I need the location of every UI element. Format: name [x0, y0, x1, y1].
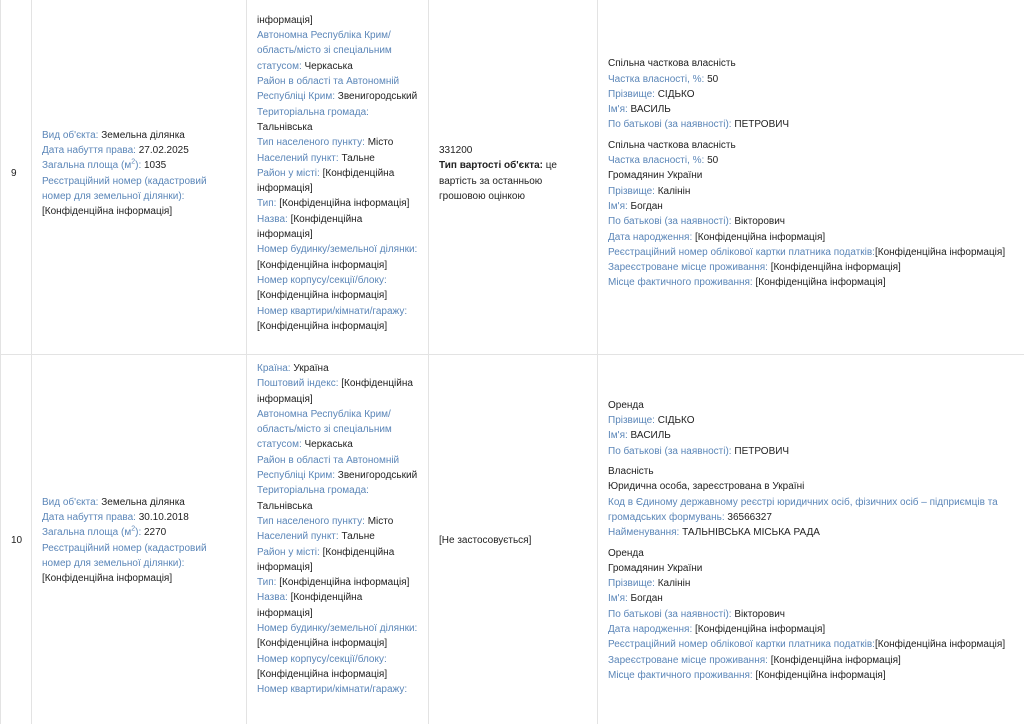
building-value: [Конфіденційна інформація]: [257, 668, 388, 680]
object-type: Земельна ділянка: [101, 129, 185, 141]
registered-address-value: [Конфіденційна інформація]: [770, 262, 901, 274]
first-name-label: Ім'я:: [608, 104, 628, 116]
apartment-value: [Конфіденційна інформація]: [257, 320, 388, 332]
owner-right-type: Оренда: [608, 399, 644, 411]
value-amount: [Не застосовується]: [439, 534, 532, 546]
apartment-label: Номер квартири/кімнати/гаражу:: [257, 305, 408, 317]
house-value: [Конфіденційна інформація]: [257, 638, 388, 650]
table-row: [1, 355, 1024, 724]
country-value: Україна: [293, 363, 329, 374]
patronymic-label: По батькові (за наявності):: [608, 445, 732, 457]
patronymic-label: По батькові (за наявності):: [608, 216, 732, 228]
first-name-value: Богдан: [630, 593, 663, 605]
address-cell: [247, 0, 429, 355]
street-name-value: [Конфіденційна інформація]: [257, 213, 363, 241]
surname-label: Прізвище:: [608, 415, 655, 427]
apartment-label: Номер квартири/кімнати/гаражу:: [257, 684, 408, 696]
edrpou-label: Код в Єдиному державному реєстрі юридичних осіб, фізичних осіб – підприємців та громадських формувань:: [608, 496, 998, 523]
settlement-type-value: Місто: [367, 137, 394, 149]
region-value: Черкаська: [304, 60, 353, 72]
district-label: Район в області та Автономній Республіці Крим:: [257, 76, 400, 103]
table-row: [1, 0, 1024, 355]
area-label: Загальна площа $(м^2)$:: [42, 525, 142, 539]
street-name-label: Назва:: [257, 213, 288, 225]
registered-address-value: [Конфіденційна інформація]: [770, 654, 901, 666]
object-type: Земельна ділянка: [101, 496, 185, 508]
registered-address-label: Зареєстроване місце проживання:: [608, 654, 768, 666]
settlement-type-label: Тип населеного пункту:: [257, 137, 365, 149]
actual-address-value: [Конфіденційна інформація]: [755, 277, 886, 289]
value-amount: 331200: [439, 144, 473, 156]
birth-date-value: [Конфіденційна інформація]: [695, 231, 826, 243]
community-label: Територіальна громада:: [257, 485, 369, 497]
postal-value: [Конфіденційна інформація]: [257, 378, 413, 405]
street-type-value: [Конфіденційна інформація]: [279, 198, 410, 210]
country-label: Країна:: [257, 363, 291, 374]
cadastral-label: Реєстраційний номер (кадастровий номер для земельної ділянки):: [42, 542, 207, 569]
building-label: Номер корпусу/секції/блоку:: [257, 274, 387, 286]
postal-label: Поштовий індекс:: [257, 378, 339, 390]
address-fragment: інформація]: [257, 14, 313, 26]
region-label: Автономна Республіка Крим/ область/місто зі спеціальним статусом:: [257, 408, 392, 451]
patronymic-value: ПЕТРОВИЧ: [734, 119, 790, 131]
share-label: Частка власності, %:: [608, 73, 705, 85]
district-value: Звенигородський: [337, 91, 418, 103]
entity-name-label: Найменування:: [608, 527, 680, 539]
tax-number-label: Реєстраційний номер облікової картки платника податків:: [608, 246, 875, 258]
actual-address-label: Місце фактичного проживання:: [608, 669, 753, 681]
surname-label: Прізвище:: [608, 578, 655, 590]
actual-address-label: Місце фактичного проживання:: [608, 277, 753, 289]
birth-date-value: [Конфіденційна інформація]: [695, 623, 826, 635]
owner-right-type: Спільна часткова власність: [608, 139, 736, 151]
settlement-value: Тальне: [341, 531, 375, 543]
street-type-label: Тип:: [257, 577, 277, 589]
cadastral-value: [Конфіденційна інформація]: [42, 573, 173, 585]
value-cell: [429, 0, 598, 355]
first-name-label: Ім'я:: [608, 200, 628, 212]
object-cell: [32, 0, 247, 355]
share-value: 50: [707, 155, 719, 167]
first-name-value: ВАСИЛЬ: [630, 104, 671, 116]
owners-cell: [598, 355, 1024, 724]
city-district-label: Район у місті:: [257, 167, 320, 179]
first-name-label: Ім'я:: [608, 430, 628, 442]
owners-cell: [598, 0, 1024, 355]
object-type-label: Вид об'єкта:: [42, 496, 99, 508]
settlement-label: Населений пункт:: [257, 531, 339, 543]
birth-date-label: Дата народження:: [608, 623, 693, 635]
building-label: Номер корпусу/секції/блоку:: [257, 653, 387, 665]
cadastral-value: [Конфіденційна інформація]: [42, 206, 173, 218]
city-district-value: [Конфіденційна інформація]: [257, 167, 395, 195]
object-cell: [32, 355, 247, 724]
patronymic-value: Вікторович: [734, 608, 786, 620]
value-type-label: Тип вартості об'єкта:: [439, 160, 543, 172]
district-value: Звенигородський: [337, 470, 418, 482]
share-value: 50: [707, 73, 719, 85]
citizenship: Громадянин України: [608, 170, 703, 182]
house-label: Номер будинку/земельної ділянки:: [257, 623, 418, 635]
acquisition-date: 30.10.2018: [138, 511, 189, 523]
region-label: Автономна Республіка Крим/ область/місто зі спеціальним статусом:: [257, 30, 392, 72]
region-value: Черкаська: [304, 439, 353, 451]
surname-value: СІДЬКО: [657, 415, 695, 427]
patronymic-label: По батькові (за наявності):: [608, 119, 732, 131]
area-label: Загальна площа $(м^2)$:: [42, 158, 142, 172]
city-district-label: Район у місті:: [257, 546, 320, 558]
street-name-label: Назва:: [257, 592, 288, 604]
birth-date-label: Дата народження:: [608, 231, 693, 243]
owner-right-type: Оренда: [608, 547, 644, 559]
patronymic-label: По батькові (за наявності):: [608, 608, 732, 620]
settlement-type-value: Місто: [367, 515, 394, 527]
cadastral-label: Реєстраційний номер (кадастровий номер для земельної ділянки):: [42, 175, 207, 202]
tax-number-label: Реєстраційний номер облікової картки платника податків:: [608, 639, 875, 651]
surname-value: СІДЬКО: [657, 88, 695, 100]
actual-address-value: [Конфіденційна інформація]: [755, 669, 886, 681]
row-number: 10: [1, 355, 32, 724]
entity-type: Юридична особа, зареєстрована в Україні: [608, 481, 805, 493]
share-label: Частка власності, %:: [608, 155, 705, 167]
house-value: [Конфіденційна інформація]: [257, 259, 388, 271]
street-name-value: [Конфіденційна інформація]: [257, 592, 363, 619]
address-cell: [247, 355, 429, 724]
community-label: Територіальна громада:: [257, 106, 369, 118]
first-name-value: ВАСИЛЬ: [630, 430, 671, 442]
area-value: 1035: [144, 160, 167, 172]
district-label: Район в області та Автономній Республіці Крим:: [257, 454, 400, 482]
patronymic-value: Вікторович: [734, 216, 786, 228]
object-type-label: Вид об'єкта:: [42, 129, 99, 141]
community-value: Тальнівська: [257, 121, 313, 133]
registered-address-label: Зареєстроване місце проживання:: [608, 262, 768, 274]
area-value: 2270: [144, 527, 167, 539]
acquisition-date-label: Дата набуття права:: [42, 511, 136, 523]
owner-right-type: Спільна часткова власність: [608, 58, 736, 70]
acquisition-date: 27.02.2025: [138, 144, 189, 156]
tax-number-value: [Конфіденційна інформація]: [874, 639, 1006, 651]
edrpou-value: 36566327: [727, 511, 772, 523]
community-value: Тальнівська: [257, 500, 313, 512]
settlement-type-label: Тип населеного пункту:: [257, 515, 365, 527]
surname-value: Калінін: [657, 185, 691, 197]
patronymic-value: ПЕТРОВИЧ: [734, 445, 790, 457]
settlement-label: Населений пункт:: [257, 152, 339, 164]
value-type: це вартість за останньою грошовою оцінкою: [439, 160, 557, 202]
surname-label: Прізвище:: [608, 88, 655, 100]
citizenship: Громадянин України: [608, 562, 703, 574]
first-name-value: Богдан: [630, 200, 663, 212]
tax-number-value: [Конфіденційна інформація]: [874, 246, 1006, 258]
first-name-label: Ім'я:: [608, 593, 628, 605]
settlement-value: Тальне: [341, 152, 375, 164]
surname-value: Калінін: [657, 578, 691, 590]
value-cell: [429, 355, 598, 724]
acquisition-date-label: Дата набуття права:: [42, 144, 136, 156]
surname-label: Прізвище:: [608, 185, 655, 197]
city-district-value: [Конфіденційна інформація]: [257, 546, 395, 573]
entity-name-value: ТАЛЬНІВСЬКА МІСЬКА РАДА: [682, 527, 820, 539]
street-type-label: Тип:: [257, 198, 277, 210]
street-type-value: [Конфіденційна інформація]: [279, 577, 410, 589]
building-value: [Конфіденційна інформація]: [257, 290, 388, 302]
house-label: Номер будинку/земельної ділянки:: [257, 244, 418, 256]
owner-right-type: Власність: [608, 466, 654, 478]
row-number: 9: [1, 0, 32, 355]
